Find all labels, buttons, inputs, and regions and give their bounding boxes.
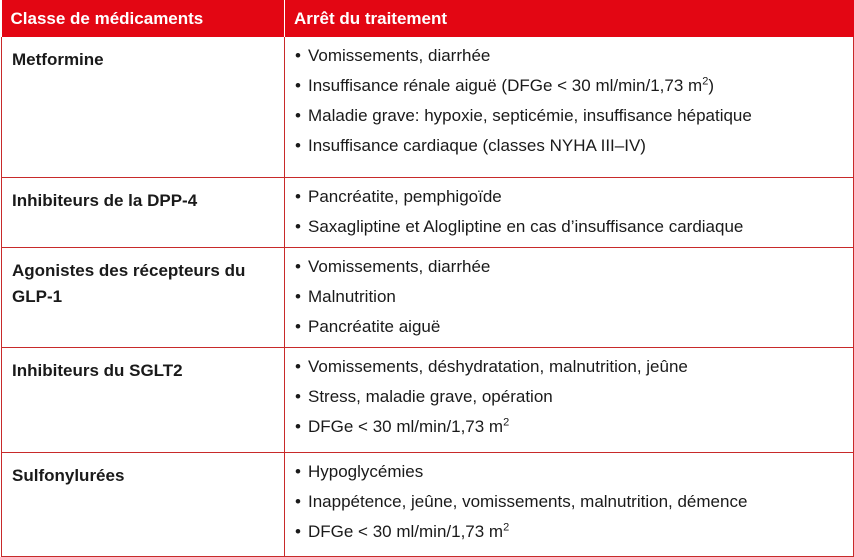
table-row xyxy=(2,348,854,453)
list-item xyxy=(295,457,853,487)
drug-class-cell: Agonistes des récepteurs du GLP-1 xyxy=(2,248,285,348)
header-row xyxy=(2,0,854,37)
bullet-icon: • xyxy=(295,357,301,376)
bullet-icon: • xyxy=(295,136,301,155)
header-drug-class: Classe de médicaments xyxy=(2,0,285,37)
list-item-suffix: ) xyxy=(708,76,714,95)
table-row xyxy=(2,248,854,348)
superscript: 2 xyxy=(503,416,510,429)
drug-class-cell: Inhibiteurs de la DPP-4 xyxy=(2,178,285,248)
stop-criteria-cell xyxy=(285,37,854,178)
bullet-icon: • xyxy=(295,287,301,306)
bullet-icon: • xyxy=(295,106,301,125)
stop-criteria-cell xyxy=(285,178,854,248)
criteria-list xyxy=(295,457,853,547)
list-item-text: DFGe < 30 ml/min/1,73 m xyxy=(308,522,504,541)
bullet-icon: • xyxy=(295,257,301,276)
criteria-list xyxy=(295,252,853,342)
bullet-icon: • xyxy=(295,387,301,406)
list-item-text: Insuffisance cardiaque (classes NYHA III–IV) xyxy=(308,136,646,155)
criteria-list xyxy=(295,352,853,442)
list-item xyxy=(295,352,853,382)
list-item xyxy=(295,252,853,282)
list-item-text: Insuffisance rénale aiguë (DFGe < 30 ml/min/1,73 m xyxy=(308,76,703,95)
list-item-text: Saxagliptine et Alogliptine en cas d’insuffisance cardiaque xyxy=(308,217,744,236)
list-item-text: Pancréatite, pemphigoïde xyxy=(308,187,502,206)
bullet-icon: • xyxy=(295,46,301,65)
list-item-text: Vomissements, diarrhée xyxy=(308,46,491,65)
bullet-icon: • xyxy=(295,217,301,236)
list-item-text: Malnutrition xyxy=(308,287,396,306)
bullet-icon: • xyxy=(295,462,301,481)
bullet-icon: • xyxy=(295,317,301,336)
stop-criteria-cell xyxy=(285,348,854,453)
stop-criteria-cell xyxy=(285,248,854,348)
list-item xyxy=(295,41,853,71)
list-item xyxy=(295,282,853,312)
superscript: 2 xyxy=(702,75,709,88)
medication-table xyxy=(1,0,854,557)
list-item xyxy=(295,517,853,547)
list-item xyxy=(295,71,853,101)
bullet-icon: • xyxy=(295,187,301,206)
superscript: 2 xyxy=(503,521,510,534)
list-item xyxy=(295,131,853,161)
bullet-icon: • xyxy=(295,492,301,511)
bullet-icon: • xyxy=(295,417,301,436)
bullet-icon: • xyxy=(295,76,301,95)
list-item xyxy=(295,212,853,242)
bullet-icon: • xyxy=(295,522,301,541)
drug-class-cell: Metformine xyxy=(2,37,285,178)
list-item xyxy=(295,412,853,442)
drug-class-cell: Inhibiteurs du SGLT2 xyxy=(2,348,285,453)
list-item-text: DFGe < 30 ml/min/1,73 m xyxy=(308,417,504,436)
list-item-text: Inappétence, jeûne, vomissements, malnutrition, démence xyxy=(308,492,748,511)
list-item-text: Pancréatite aiguë xyxy=(308,317,441,336)
list-item-text: Vomissements, déshydratation, malnutrition, jeûne xyxy=(308,357,688,376)
list-item xyxy=(295,312,853,342)
drug-class-cell: Sulfonylurées xyxy=(2,453,285,557)
list-item-text: Vomissements, diarrhée xyxy=(308,257,491,276)
list-item-text: Stress, maladie grave, opération xyxy=(308,387,553,406)
list-item xyxy=(295,382,853,412)
table-row xyxy=(2,178,854,248)
list-item xyxy=(295,101,853,131)
list-item xyxy=(295,182,853,212)
list-item-text: Hypoglycémies xyxy=(308,462,424,481)
header-treatment-stop: Arrêt du traitement xyxy=(285,0,854,37)
list-item xyxy=(295,487,853,517)
list-item-text: Maladie grave: hypoxie, septicémie, insuffisance hépatique xyxy=(308,106,752,125)
criteria-list xyxy=(295,41,853,161)
table-row xyxy=(2,37,854,178)
criteria-list xyxy=(295,182,853,242)
